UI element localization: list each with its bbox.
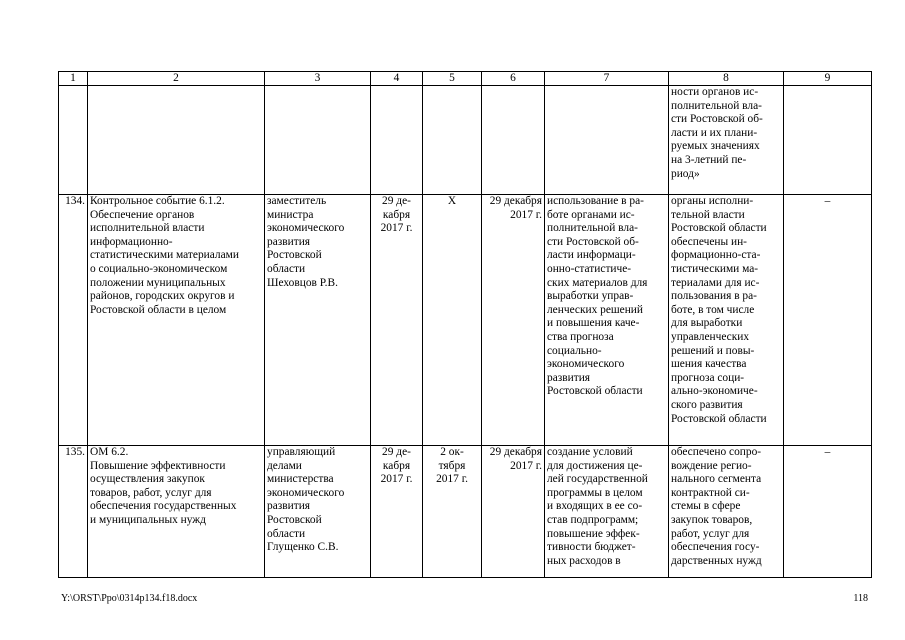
cell-text-line: сти Ростовской об- bbox=[547, 235, 639, 248]
cell-text-line: сти Ростовской об- bbox=[671, 113, 763, 126]
cell-text-line: развития bbox=[547, 371, 591, 384]
cell-text-line: пользования в ра- bbox=[671, 290, 757, 303]
cell-text-line: риод» bbox=[671, 167, 700, 180]
cell-text-line: онно-статистиче- bbox=[547, 262, 632, 275]
cell-text-line: социально- bbox=[547, 344, 602, 357]
indicator-cell bbox=[669, 446, 784, 578]
column-number-cell: 1 bbox=[59, 72, 88, 86]
cell-text-line: нального сегмента bbox=[671, 473, 762, 486]
cell-text-line: информационно- bbox=[90, 235, 173, 248]
cell-text-line: области bbox=[267, 527, 306, 540]
cell-text-line: ласти информаци- bbox=[547, 249, 636, 262]
responsible-cell bbox=[265, 195, 371, 446]
responsible-cell bbox=[265, 446, 371, 578]
cell-text-line: работ, услуг для bbox=[671, 527, 750, 540]
cell-text-line: решений и повы- bbox=[671, 344, 755, 357]
cell-text-line: закупок товаров, bbox=[671, 513, 753, 526]
cell-text-line: Контрольное событие 6.1.2. bbox=[90, 195, 225, 207]
row-number-cell: 135. bbox=[59, 446, 88, 578]
cell-text-line: экономического bbox=[547, 358, 625, 371]
cell-text-line: экономического bbox=[267, 486, 345, 499]
cell-text-line: дарственных нужд bbox=[671, 554, 762, 567]
cell-text-line: 2017 г. bbox=[510, 459, 542, 472]
actual-date-cell bbox=[482, 446, 545, 578]
cell-text-line: тельной власти bbox=[671, 208, 745, 221]
cell-text-line: кабря bbox=[382, 208, 411, 221]
event-name-cell bbox=[88, 195, 265, 446]
table-row bbox=[59, 446, 872, 578]
cell-text-line: министерства bbox=[267, 473, 334, 486]
cell-text-line: положении муниципальных bbox=[90, 276, 226, 289]
column-number-cell: 2 bbox=[88, 72, 265, 86]
cell-text-line: ально-экономиче- bbox=[671, 385, 758, 398]
table-row bbox=[59, 86, 872, 195]
cell-text-line: ОМ 6.2. bbox=[90, 446, 129, 458]
cell-text-line: обеспечения госу- bbox=[671, 541, 760, 554]
result-cell bbox=[545, 195, 669, 446]
cell-text-line: обеспечены ин- bbox=[671, 235, 747, 248]
cell-text-line: товаров, работ, услуг для bbox=[90, 486, 212, 499]
planned-date-cell bbox=[423, 86, 482, 195]
cell-text-line: экономического bbox=[267, 222, 345, 235]
cell-text-line: 29 де- bbox=[382, 195, 411, 207]
event-name-cell bbox=[88, 86, 265, 195]
column-number-cell: 6 bbox=[482, 72, 545, 86]
cell-text-line: 2017 г. bbox=[436, 473, 468, 486]
row-number-cell: 134. bbox=[59, 195, 88, 446]
cell-text-line: развития bbox=[267, 500, 311, 513]
cell-text-line: Ростовской области bbox=[671, 412, 767, 425]
cell-text-line: Ростовской bbox=[267, 513, 322, 526]
cell-text-line: боте, в том числе bbox=[671, 303, 755, 316]
cell-text-line: Ростовской bbox=[267, 249, 322, 262]
cell-text-line: ности органов ис- bbox=[671, 86, 759, 98]
footer-file-path: Y:\ORST\Ppo\0314p134.f18.docx bbox=[61, 593, 198, 604]
actual-date-cell bbox=[482, 86, 545, 195]
cell-text-line: 2017 г. bbox=[380, 222, 413, 235]
cell-text-line: контрактной си- bbox=[671, 486, 750, 499]
actual-date-cell bbox=[482, 195, 545, 446]
cell-text-line: 29 декабря bbox=[489, 195, 542, 207]
column-number-cell: 5 bbox=[423, 72, 482, 86]
cell-text-line: ства прогноза bbox=[547, 330, 614, 343]
cell-text-line: использование в ра- bbox=[547, 195, 644, 207]
cell-text-line: шения качества bbox=[671, 358, 747, 371]
responsible-cell bbox=[265, 86, 371, 195]
cell-text-line: ленческих решений bbox=[547, 303, 643, 316]
cell-text-line: на 3-летний пе- bbox=[671, 153, 747, 166]
cell-text-line: статистическими материалами bbox=[90, 249, 239, 262]
cell-text-line: программы в целом bbox=[547, 486, 643, 499]
indicator-cell bbox=[669, 86, 784, 195]
note-cell bbox=[784, 86, 872, 195]
start-date-cell bbox=[371, 446, 423, 578]
cell-text-line: ского развития bbox=[671, 398, 743, 411]
cell-text-line: выработки управ- bbox=[547, 290, 634, 303]
cell-text-line: Повышение эффективности bbox=[90, 459, 226, 472]
cell-text-line: 29 декабря bbox=[489, 446, 542, 458]
cell-text-line: Обеспечение органов bbox=[90, 208, 195, 221]
cell-text-line: Х bbox=[447, 195, 457, 207]
cell-text-line: Шеховцов Р.В. bbox=[267, 276, 338, 289]
cell-text-line: создание условий bbox=[547, 446, 633, 458]
cell-text-line: районов, городских округов и bbox=[90, 290, 235, 303]
cell-text-line: и муниципальных нужд bbox=[90, 513, 206, 526]
column-number-cell: 3 bbox=[265, 72, 371, 86]
cell-text-line: исполнительной власти bbox=[90, 222, 205, 235]
cell-text-line: стемы в сфере bbox=[671, 500, 741, 513]
column-number-cell: 9 bbox=[784, 72, 872, 86]
cell-text-line: тистическими ма- bbox=[671, 262, 759, 275]
cell-text-line: прогноза соци- bbox=[671, 371, 745, 384]
cell-text-line: делами bbox=[267, 459, 302, 472]
cell-text-line: став подпрограмм; bbox=[547, 513, 639, 526]
cell-text-line: Ростовской области в целом bbox=[90, 303, 227, 316]
cell-text-line: министра bbox=[267, 208, 314, 221]
table-row bbox=[59, 195, 872, 446]
cell-text-line: развития bbox=[267, 235, 311, 248]
cell-text-line: для достижения це- bbox=[547, 459, 643, 472]
cell-text-line: тября bbox=[438, 459, 466, 472]
cell-text-line: области bbox=[267, 262, 306, 275]
note-cell: – bbox=[784, 195, 872, 446]
planned-date-cell bbox=[423, 195, 482, 446]
cell-text-line: заместитель bbox=[267, 195, 327, 207]
start-date-cell bbox=[371, 86, 423, 195]
cell-text-line: полнительной вла- bbox=[547, 222, 638, 235]
cell-text-line: Ростовской области bbox=[671, 222, 767, 235]
cell-text-line: управляющий bbox=[267, 446, 336, 458]
column-number-cell: 8 bbox=[669, 72, 784, 86]
cell-text-line: повышение эффек- bbox=[547, 527, 640, 540]
column-number-cell: 4 bbox=[371, 72, 423, 86]
cell-text-line: ласти и их плани- bbox=[671, 126, 758, 139]
cell-text-line: и входящих в ее со- bbox=[547, 500, 643, 513]
cell-text-line: вождение регио- bbox=[671, 459, 752, 472]
cell-text-line: Ростовской области bbox=[547, 385, 643, 398]
cell-text-line: формационно-ста- bbox=[671, 249, 761, 262]
event-name-cell bbox=[88, 446, 265, 578]
cell-text-line: управленческих bbox=[671, 330, 750, 343]
cell-text-line: териалами для ис- bbox=[671, 276, 760, 289]
cell-text-line: для выработки bbox=[671, 317, 743, 330]
cell-text-line: ских материалов для bbox=[547, 276, 648, 289]
cell-text-line: органы исполни- bbox=[671, 195, 754, 207]
footer-page-number: 118 bbox=[853, 593, 868, 604]
column-number-row bbox=[59, 72, 872, 86]
cell-text-line: 2017 г. bbox=[510, 208, 542, 221]
indicator-cell bbox=[669, 195, 784, 446]
cell-text-line: тивности бюджет- bbox=[547, 541, 636, 554]
cell-text-line: 2 ок- bbox=[440, 446, 464, 458]
cell-text-line: 29 де- bbox=[382, 446, 411, 458]
cell-text-line: о социально-экономическом bbox=[90, 262, 228, 275]
note-cell: – bbox=[784, 446, 872, 578]
cell-text-line: кабря bbox=[382, 459, 411, 472]
cell-text-line: руемых значениях bbox=[671, 140, 760, 153]
row-number-cell bbox=[59, 86, 88, 195]
column-number-cell: 7 bbox=[545, 72, 669, 86]
cell-text-line: ных расходов в bbox=[547, 554, 621, 567]
cell-text-line: и повышения каче- bbox=[547, 317, 640, 330]
cell-text-line: полнительной вла- bbox=[671, 99, 762, 112]
cell-text-line: обеспечено сопро- bbox=[671, 446, 762, 458]
cell-text-line: 2017 г. bbox=[380, 473, 413, 486]
result-cell bbox=[545, 446, 669, 578]
cell-text-line: осуществления закупок bbox=[90, 473, 205, 486]
cell-text-line: лей государственной bbox=[547, 473, 648, 486]
cell-text-line: Глущенко С.В. bbox=[267, 541, 339, 554]
planned-date-cell bbox=[423, 446, 482, 578]
cell-text-line: обеспечения государственных bbox=[90, 500, 237, 513]
start-date-cell bbox=[371, 195, 423, 446]
document-table bbox=[58, 71, 872, 578]
result-cell bbox=[545, 86, 669, 195]
cell-text-line: боте органами ис- bbox=[547, 208, 635, 221]
